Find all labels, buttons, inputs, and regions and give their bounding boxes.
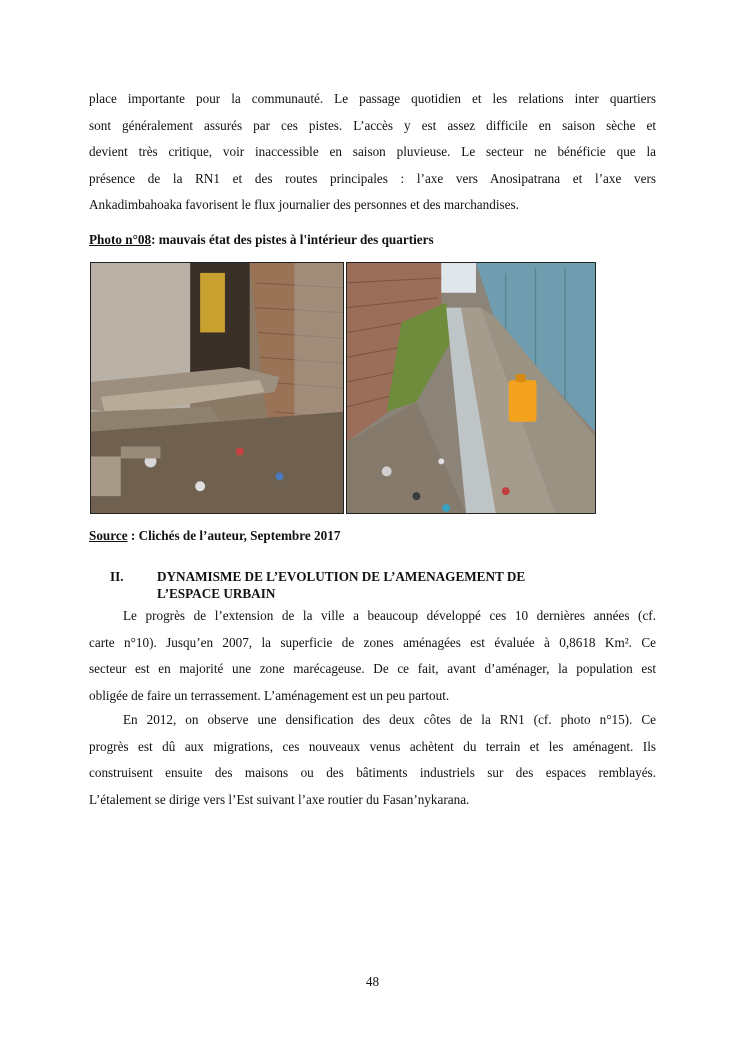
intro-line: place importante pour la communauté. Le passage quotidien et les relations inter quartiers [89, 91, 656, 106]
photo-right-drainage-channel [346, 262, 596, 514]
photo-caption-label: Photo n°08 [89, 232, 152, 247]
intro-line: présence de la RN1 et des routes principales : l’axe vers Anosipatrana et l’axe vers [89, 170, 656, 186]
intro-line: sont généralement assurés par ces pistes. L’accès y est assez difficile en saison sèche et [89, 117, 656, 133]
photo-caption [89, 232, 434, 248]
para2-line: construisent ensuite des maisons ou des bâtiments industriels sur des espaces remblayés. [89, 765, 656, 780]
photo-left-alley-planks [90, 262, 344, 514]
para2-line: En 2012, on observe une densification des deux côtes de la RN1 (cf. photo n°15). Ce [123, 712, 656, 727]
para1-line: carte n°10). Jusqu’en 2007, la superficie de zones aménagées est évaluée à 0,8618 Km². Ce [89, 634, 656, 650]
source-label: Source [89, 528, 128, 543]
para2-line: progrès est dû aux migrations, ces nouveaux venus achètent du terrain et les aménagent. Ils [89, 738, 656, 754]
photo-caption-text: : mauvais état des pistes à l'intérieur des quartiers [151, 232, 434, 247]
section-title [157, 568, 617, 602]
page-number: 48 [365, 974, 380, 989]
intro-paragraph [89, 86, 656, 219]
para1-line: obligée de faire un terrassement. L’aménagement est un peu partout. [89, 687, 450, 703]
body-paragraph-1 [89, 603, 656, 709]
section-number: II. [110, 569, 124, 584]
source-text: : Clichés de l’auteur, Septembre 2017 [127, 528, 341, 543]
para1-line: Le progrès de l’extension de la ville a beaucoup développé ces 10 dernières années (cf. [123, 608, 656, 623]
para1-line: secteur est en majorité une zone marécageuse. De ce fait, avant d’aménager, la population est [89, 661, 656, 676]
section-title-line: DYNAMISME DE L’EVOLUTION DE L’AMENAGEMENT DE [157, 569, 526, 584]
para2-line: L’étalement se dirige vers l’Est suivant l’axe routier du Fasan’nykarana. [89, 791, 470, 807]
section-title-line: L’ESPACE URBAIN [157, 586, 276, 601]
intro-line: Ankadimbahoaka favorisent le flux journalier des personnes et des marchandises. [89, 197, 519, 212]
body-paragraph-2 [89, 707, 656, 813]
intro-line: devient très critique, voir inaccessible en saison pluvieuse. Le secteur ne bénéficie que la [89, 144, 656, 159]
source-line [89, 528, 340, 544]
